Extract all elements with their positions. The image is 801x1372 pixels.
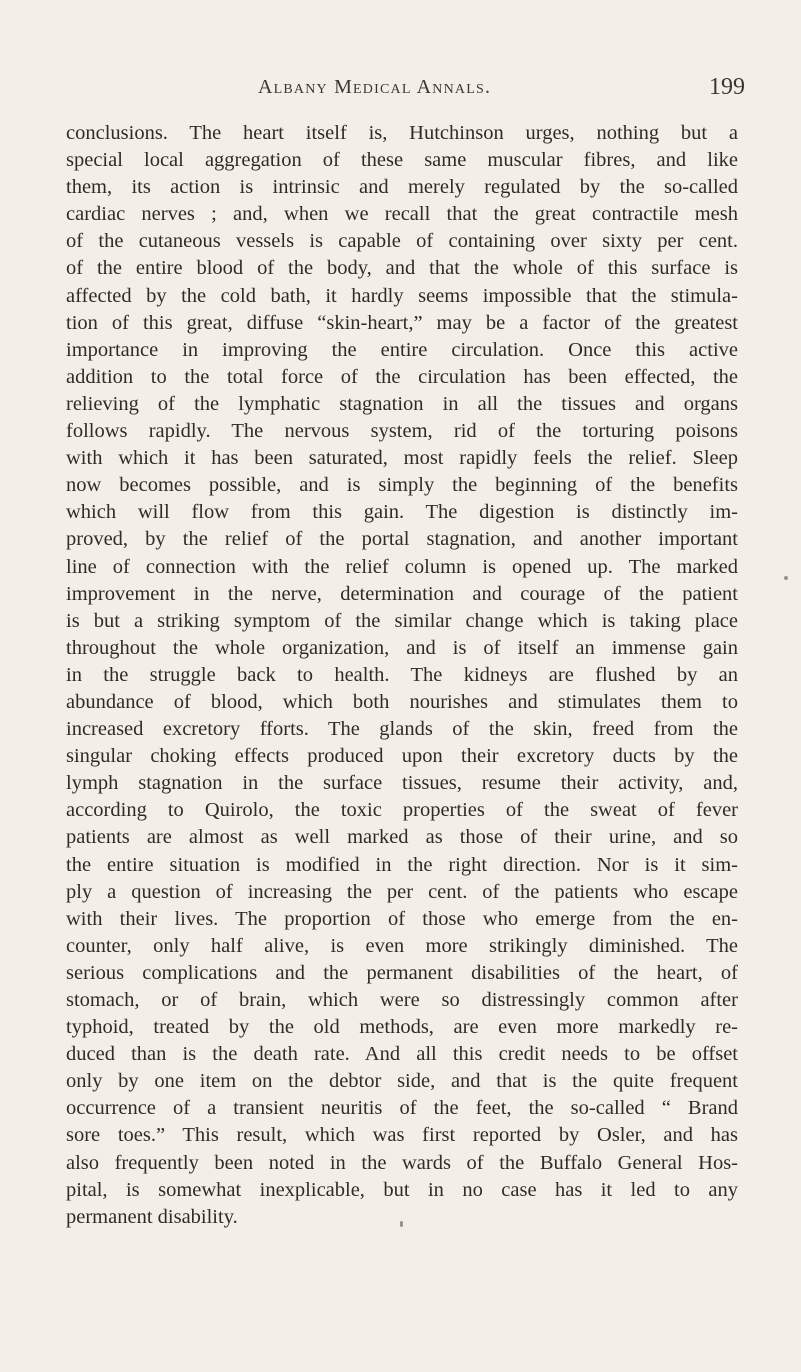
text-line: increased excretory fforts. The glands of the skin, freed from the [66,718,738,741]
text-line: proved, by the relief of the portal stagnation, and another important [66,528,738,551]
text-line: the entire situation is modified in the right direction. Nor is it sim- [66,853,738,876]
text-line: now becomes possible, and is simply the beginning of the benefits [66,474,738,497]
body-text [66,120,738,1231]
text-line: is but a striking symptom of the similar change which is taking place [66,609,738,632]
text-line: them, its action is intrinsic and merely regulated by the so-called [66,176,738,199]
paper-speck [784,576,788,580]
text-line: which will flow from this gain. The digestion is distinctly im- [66,501,738,524]
text-line: improvement in the nerve, determination and courage of the patient [66,582,738,605]
text-line: serious complications and the permanent disabilities of the heart, of [66,961,738,984]
text-line: counter, only half alive, is even more strikingly diminished. The [66,934,738,957]
text-line: occurrence of a transient neuritis of the feet, the so-called “ Brand [66,1097,738,1120]
text-line: with which it has been saturated, most rapidly feels the relief. Sleep [66,447,738,470]
text-line: relieving of the lymphatic stagnation in all the tissues and organs [66,392,738,415]
text-line: affected by the cold bath, it hardly seems impossible that the stimula- [66,284,738,307]
text-line: permanent disability. [66,1205,238,1228]
page-number: 199 [709,74,745,100]
text-line: duced than is the death rate. And all this credit needs to be offset [66,1043,738,1066]
text-line: addition to the total force of the circulation has been effected, the [66,365,738,388]
text-line: according to Quirolo, the toxic properties of the sweat of fever [66,799,738,822]
text-line: tion of this great, diffuse “skin-heart,” may be a factor of the greatest [66,311,738,334]
text-line: with their lives. The proportion of those who emerge from the en- [66,907,738,930]
text-line: importance in improving the entire circulation. Once this active [66,338,738,361]
text-line: throughout the whole organization, and is of itself an immense gain [66,636,738,659]
text-line: lymph stagnation in the surface tissues, resume their activity, and, [66,772,738,795]
text-line: ply a question of increasing the per cent. of the patients who escape [66,880,738,903]
text-line: stomach, or of brain, which were so distressingly common after [66,989,738,1011]
text-line: of the cutaneous vessels is capable of containing over sixty per cent. [66,230,738,253]
text-line: in the struggle back to health. The kidneys are flushed by an [66,663,738,686]
text-line: follows rapidly. The nervous system, rid of the torturing poisons [66,420,738,443]
text-line: singular choking effects produced upon their excretory ducts by the [66,745,738,768]
paper-speck [400,1221,403,1227]
text-line: cardiac nerves ; and, when we recall that the great contractile mesh [66,203,738,226]
text-line: special local aggregation of these same muscular fibres, and like [66,149,738,172]
text-line: only by one item on the debtor side, and that is the quite frequent [66,1070,738,1093]
text-line: conclusions. The heart itself is, Hutchinson urges, nothing but a [66,122,738,144]
text-line: abundance of blood, which both nourishes and stimulates them to [66,690,738,713]
text-line: patients are almost as well marked as those of their urine, and so [66,826,738,849]
running-head: Albany Medical Annals. [258,76,492,98]
text-line: of the entire blood of the body, and that the whole of this surface is [66,257,738,280]
text-line: line of connection with the relief column is opened up. The marked [66,555,738,578]
text-line: also frequently been noted in the wards of the Buffalo General Hos- [66,1151,738,1174]
text-line: pital, is somewhat inexplicable, but in no case has it led to any [66,1178,738,1201]
text-line: sore toes.” This result, which was first reported by Osler, and has [66,1124,738,1147]
text-line: typhoid, treated by the old methods, are even more markedly re- [66,1016,738,1039]
